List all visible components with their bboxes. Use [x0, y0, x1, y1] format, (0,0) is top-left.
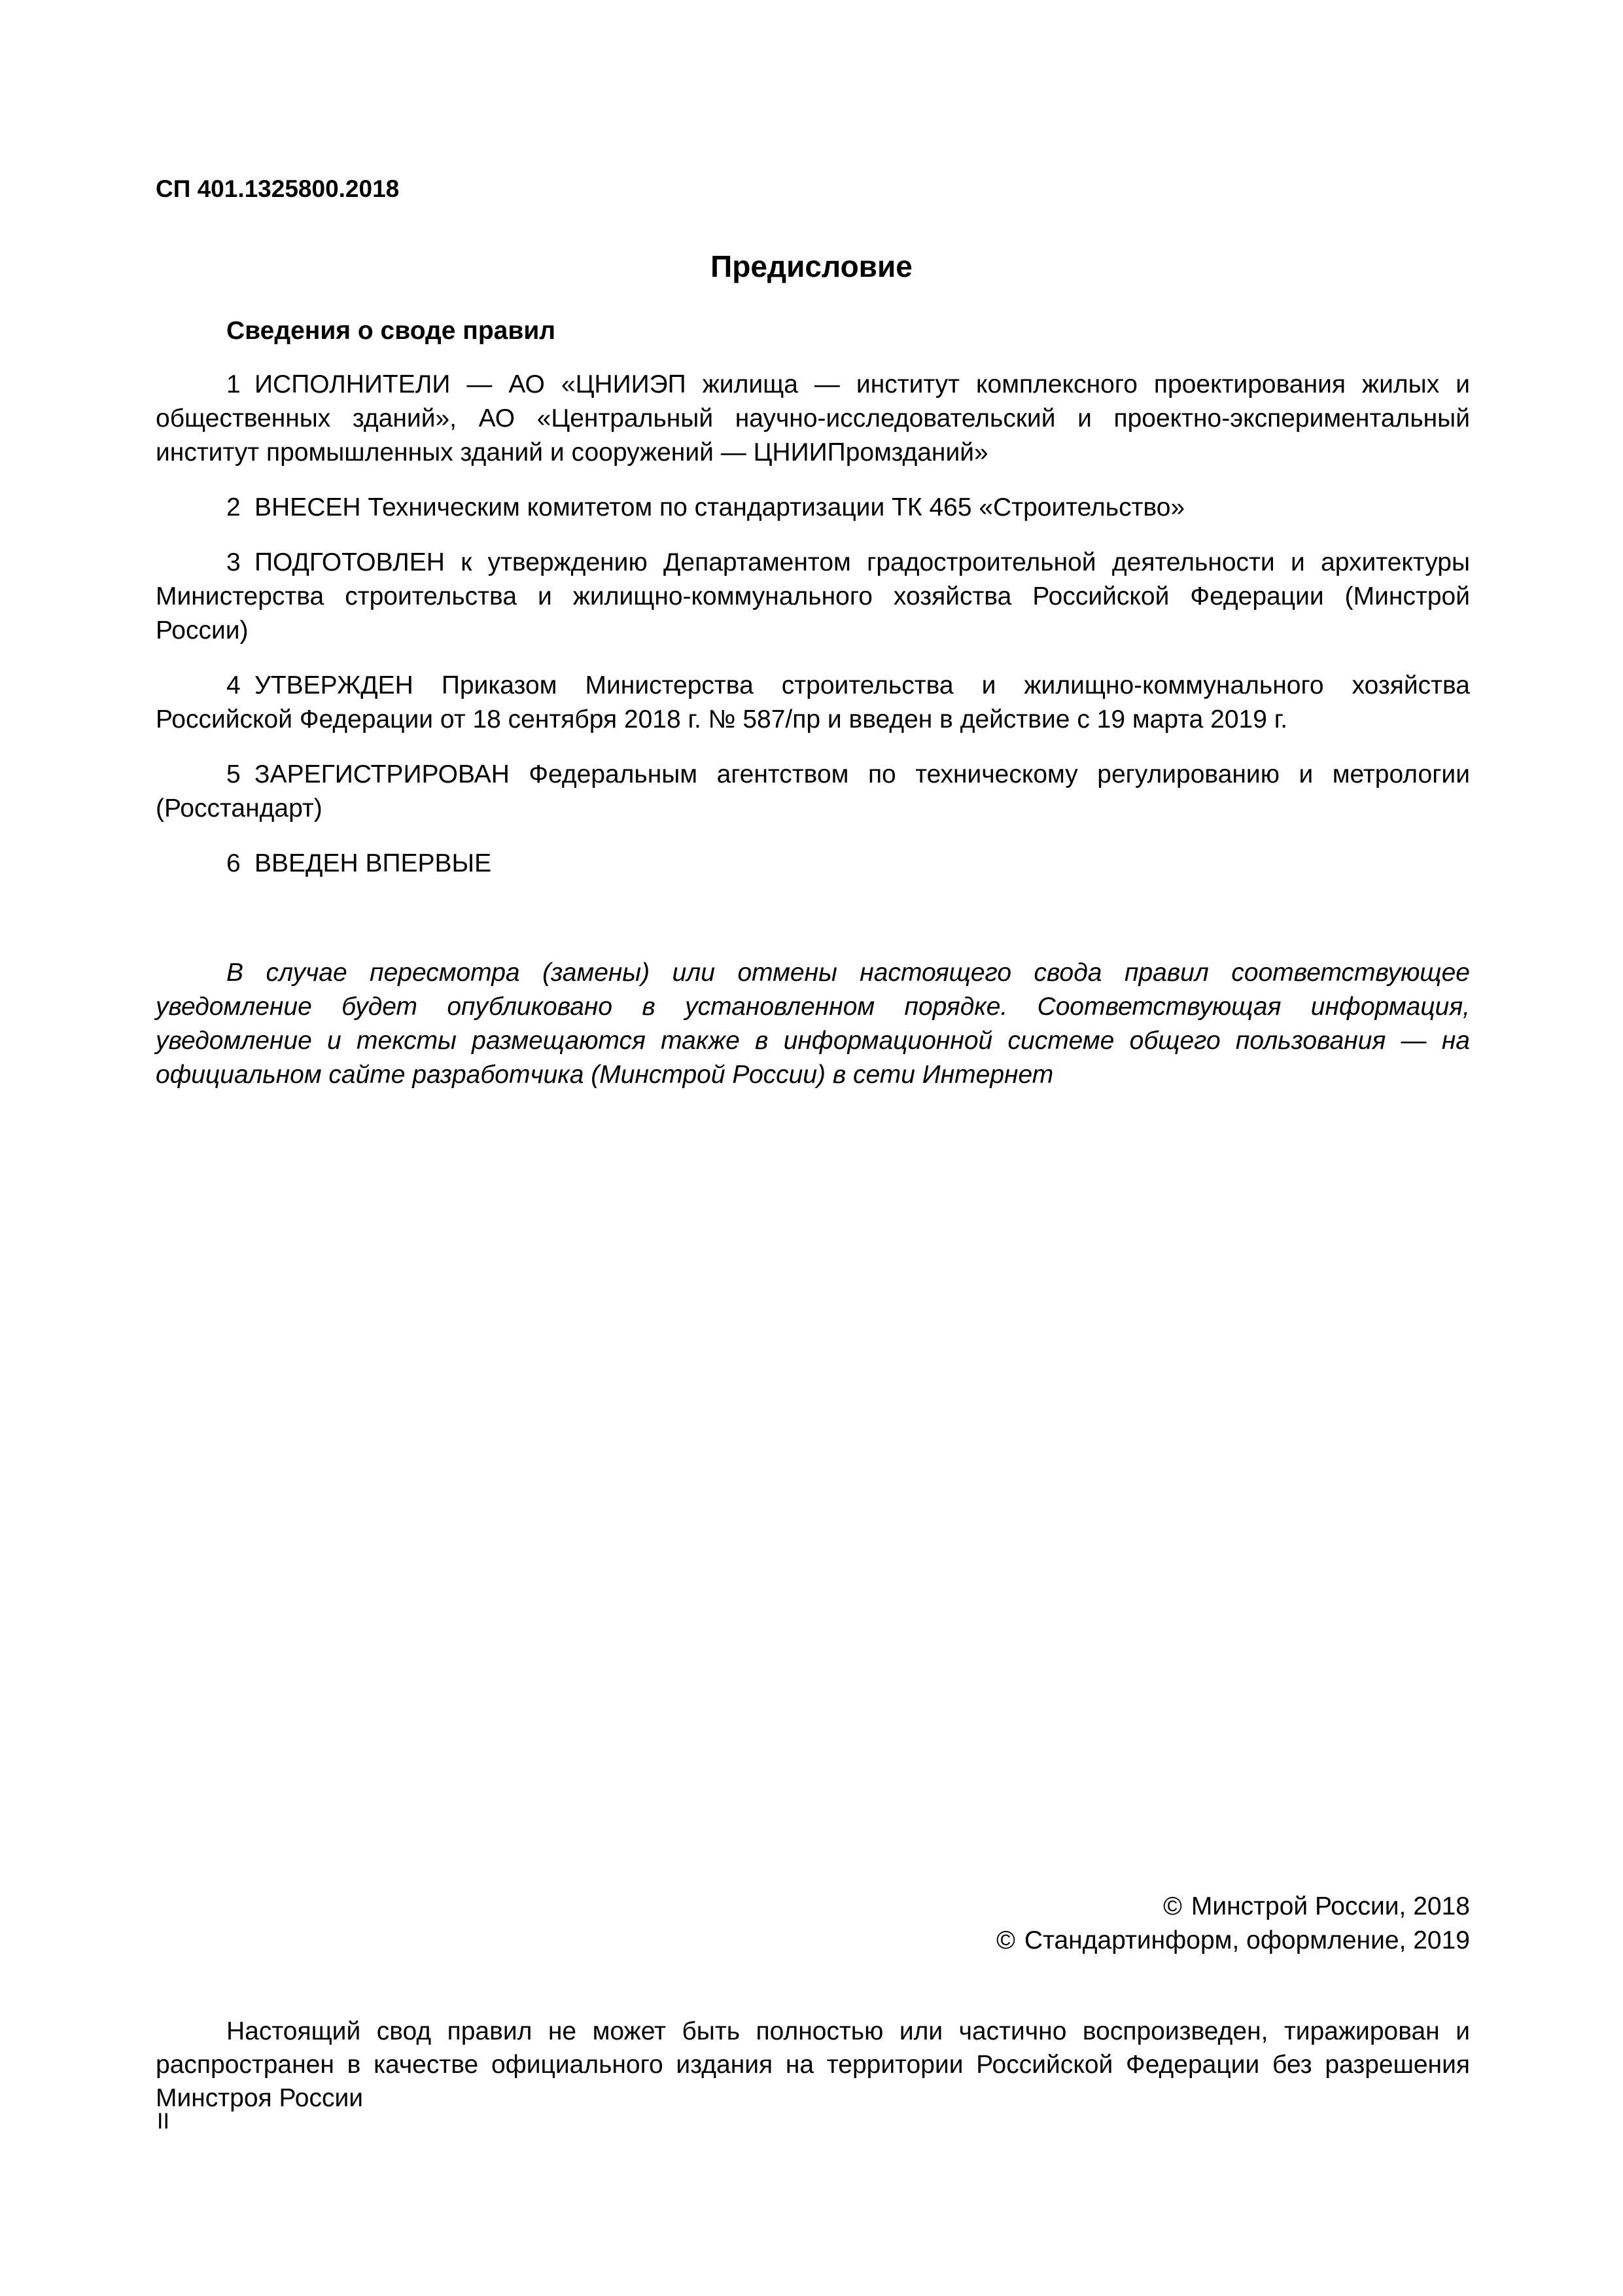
item-number: 2 — [226, 493, 241, 521]
item-number: 6 — [226, 849, 241, 877]
copyright-icon: © — [996, 1926, 1015, 1954]
page-number: II — [157, 2109, 169, 2134]
item-number: 1 — [226, 370, 241, 398]
item-text: ЗАРЕГИСТРИРОВАН Федеральным агентством по техническому регулированию и метрологии (Росстандарт) — [156, 760, 1470, 822]
copyright-text: Минстрой России, 2018 — [1191, 1892, 1470, 1920]
page-title: Предисловие — [710, 249, 913, 283]
preface-item — [156, 546, 1470, 648]
revision-notice: В случае пересмотра (замены) или отмены настоящего свода правил соответствующее уведомление будет опубликовано в установленном порядке. Соответствующая информация, уведомление и тексты размещаются также в информационной системе общего пользования — на официальном сайте разработчика (Минстрой России) в сети Интернет — [156, 959, 1470, 1089]
item-text: ВВЕДЕН ВПЕРВЫЕ — [254, 849, 492, 877]
copyright-line — [996, 1890, 1470, 1924]
copyright-block — [996, 1890, 1470, 1958]
item-number: 4 — [226, 671, 241, 699]
document-code: СП 401.1325800.2018 — [156, 175, 400, 202]
preface-item — [156, 669, 1470, 737]
item-number: 3 — [226, 548, 241, 576]
copyright-icon: © — [1163, 1892, 1182, 1920]
preface-item — [156, 491, 1470, 525]
item-text: ПОДГОТОВЛЕН к утверждению Департаментом градостроительной деятельности и архитектуры Министерства строительства и жилищно-коммунального хозяйства Российской Федерации (Минстрой России) — [156, 548, 1470, 645]
preface-item — [156, 368, 1470, 470]
preface-item — [156, 847, 1470, 881]
item-number: 5 — [226, 760, 241, 788]
copyright-line — [996, 1924, 1470, 1958]
preface-content — [156, 314, 1470, 1118]
item-text: ВНЕСЕН Техническим комитетом по стандартизации ТК 465 «Строительство» — [254, 493, 1185, 521]
preface-item — [156, 758, 1470, 826]
copyright-text: Стандартинформ, оформление, 2019 — [1024, 1926, 1470, 1954]
item-text: УТВЕРЖДЕН Приказом Министерства строительства и жилищно-коммунального хозяйства Российской Федерации от 18 сентября 2018 г. № 587/пр и введен в действие с 19 марта 2019 г. — [156, 671, 1470, 733]
item-text: ИСПОЛНИТЕЛИ — АО «ЦНИИЭП жилища — институт комплексного проектирования жилых и общественных зданий», АО «Центральный научно-исследовательский и проектно-экспериментальный институт промышленных зданий и сооружений — ЦНИИПромзданий» — [156, 370, 1470, 467]
legal-notice: Настоящий свод правил не может быть полностью или частично воспроизведен, тиражирован и распространен в качестве официального издания на территории Российской Федерации без разрешения Минстроя России — [156, 2017, 1470, 2112]
section-heading: Сведения о своде правил — [226, 317, 556, 345]
